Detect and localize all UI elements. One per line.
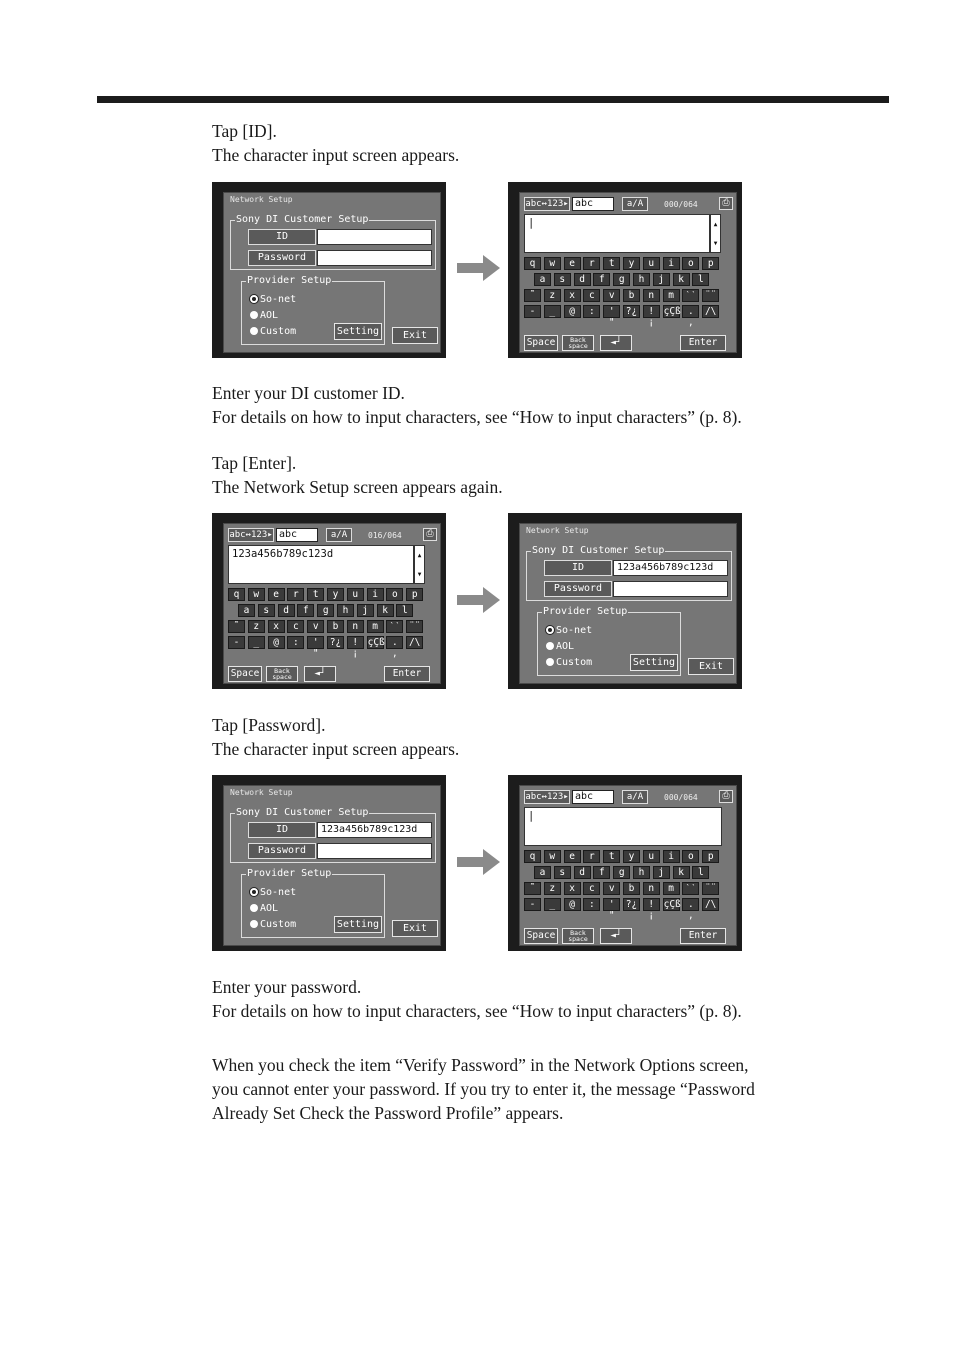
- character-counter: 000/064: [664, 793, 698, 802]
- id-button[interactable]: ID: [248, 822, 316, 838]
- key[interactable]: g: [613, 273, 630, 286]
- key[interactable]: d: [574, 273, 591, 286]
- key[interactable]: . ,: [682, 305, 699, 318]
- step-enter-password: [212, 975, 742, 1023]
- key[interactable]: z: [248, 620, 265, 633]
- key[interactable]: z: [544, 289, 561, 302]
- exit-button[interactable]: Exit: [688, 658, 734, 675]
- note-line: When you check the item “Verify Password” in the Network Options screen,: [212, 1055, 749, 1075]
- key[interactable]: ' ": [307, 636, 324, 649]
- key[interactable]: i: [367, 588, 384, 601]
- keyboard-screen: [519, 192, 737, 353]
- radio-label: So-net: [260, 294, 297, 305]
- right-arrow-icon: [457, 848, 501, 876]
- password-button[interactable]: Password: [248, 250, 316, 266]
- backspace-key[interactable]: Back space: [562, 335, 594, 351]
- radio-aol[interactable]: [546, 641, 574, 653]
- radio-indicator: [250, 311, 258, 319]
- step-line: Enter your password.: [212, 977, 362, 997]
- key[interactable]: @: [564, 898, 581, 911]
- key[interactable]: s: [554, 866, 571, 879]
- scroll-up-icon[interactable]: ▲: [713, 221, 718, 228]
- radio-indicator: [250, 888, 258, 896]
- password-button[interactable]: Password: [544, 581, 612, 597]
- key[interactable]: -: [524, 898, 541, 911]
- group-label: Provider Setup: [247, 868, 332, 879]
- scrollbar[interactable]: [414, 545, 425, 584]
- key[interactable]: :: [583, 898, 600, 911]
- key[interactable]: t: [603, 257, 620, 270]
- space-key[interactable]: Space: [524, 335, 558, 351]
- key[interactable]: n: [347, 620, 364, 633]
- keyboard-row: [228, 620, 438, 635]
- key[interactable]: :: [287, 636, 304, 649]
- key[interactable]: . ,: [386, 636, 403, 649]
- key[interactable]: i: [663, 850, 680, 863]
- screenshot-network-setup-2: [508, 513, 742, 689]
- key[interactable]: z: [544, 882, 561, 895]
- password-field[interactable]: [613, 581, 728, 597]
- radio-label: AOL: [260, 310, 279, 321]
- key[interactable]: w: [544, 850, 561, 863]
- network-setup-screen: [519, 523, 737, 684]
- key[interactable]: j: [653, 866, 670, 879]
- printer-icon[interactable]: ⎙: [719, 197, 733, 210]
- printer-icon[interactable]: ⎙: [423, 528, 437, 541]
- key[interactable]: v: [603, 289, 620, 302]
- step-line: For details on how to input characters, see “How to input characters” (p. 8).: [212, 407, 742, 427]
- step-line: Tap [Password].: [212, 715, 326, 735]
- radio-label: So-net: [260, 887, 297, 898]
- key[interactable]: çÇß: [663, 899, 681, 910]
- radio-label: AOL: [556, 641, 575, 652]
- key[interactable]: p: [702, 850, 719, 863]
- key[interactable]: . ,: [682, 898, 699, 911]
- key[interactable]: r: [583, 850, 600, 863]
- key[interactable]: u: [643, 850, 660, 863]
- key[interactable]: g: [613, 866, 630, 879]
- key[interactable]: d: [574, 866, 591, 879]
- key[interactable]: l: [692, 273, 709, 286]
- key[interactable]: ˜: [524, 289, 541, 302]
- key[interactable]: p: [406, 588, 423, 601]
- step-tap-enter: [212, 451, 503, 499]
- radio-custom[interactable]: [250, 326, 296, 338]
- key[interactable]: s: [258, 604, 275, 617]
- keyboard-row: [228, 636, 438, 659]
- key[interactable]: k: [673, 866, 690, 879]
- key[interactable]: o: [682, 257, 699, 270]
- backspace-key[interactable]: Back space: [562, 928, 594, 944]
- screenshot-network-setup-3: [212, 775, 446, 951]
- key[interactable]: f: [593, 273, 610, 286]
- key[interactable]: /\: [702, 305, 719, 318]
- key[interactable]: /\: [406, 636, 423, 649]
- key[interactable]: u: [347, 588, 364, 601]
- key[interactable]: ! ¡: [643, 305, 660, 318]
- group-label: Provider Setup: [543, 606, 628, 617]
- note-line: Already Set Check the Password Profile” appears.: [212, 1103, 564, 1123]
- key[interactable]: h: [633, 866, 650, 879]
- text-input-area[interactable]: |: [524, 807, 722, 846]
- password-field[interactable]: [317, 250, 432, 266]
- radio-so-net[interactable]: [250, 887, 296, 899]
- key[interactable]: j: [653, 273, 670, 286]
- key[interactable]: @: [564, 305, 581, 318]
- key[interactable]: _: [544, 898, 561, 911]
- keyboard-screen: [519, 785, 737, 946]
- setting-button[interactable]: Setting: [630, 654, 678, 671]
- key[interactable]: x: [564, 289, 581, 302]
- radio-so-net[interactable]: [546, 625, 592, 637]
- key[interactable]: s: [554, 273, 571, 286]
- setting-button[interactable]: Setting: [334, 916, 382, 933]
- step-line: Tap [ID].: [212, 121, 277, 141]
- key[interactable]: a: [534, 866, 551, 879]
- enter-key[interactable]: Enter: [680, 335, 726, 351]
- step-line: The character input screen appears.: [212, 739, 460, 759]
- note-line: you cannot enter your password. If you try to enter it, the message “Password: [212, 1079, 755, 1099]
- key[interactable]: çÇß: [663, 306, 681, 317]
- case-toggle-button[interactable]: a/A: [326, 528, 352, 542]
- key[interactable]: ! ¡: [643, 898, 660, 911]
- character-counter: 016/064: [368, 531, 402, 540]
- group-label: Sony DI Customer Setup: [532, 545, 665, 556]
- group-label: Sony DI Customer Setup: [236, 214, 369, 225]
- step-line: For details on how to input characters, see “How to input characters” (p. 8).: [212, 1001, 742, 1021]
- charset-field[interactable]: abc: [572, 197, 614, 211]
- radio-label: AOL: [260, 903, 279, 914]
- radio-indicator: [250, 327, 258, 335]
- key[interactable]: m: [663, 289, 680, 302]
- key[interactable]: -: [228, 636, 245, 649]
- key[interactable]: x: [564, 882, 581, 895]
- key[interactable]: q: [524, 850, 541, 863]
- key[interactable]: y: [623, 850, 640, 863]
- backspace-key[interactable]: Back space: [266, 666, 298, 682]
- password-button[interactable]: Password: [248, 843, 316, 859]
- key[interactable]: v: [603, 882, 620, 895]
- keyboard-row: [524, 850, 734, 865]
- key[interactable]: ! ¡: [347, 636, 364, 649]
- id-field[interactable]: 123a456b789c123d: [317, 822, 432, 838]
- key[interactable]: c: [583, 289, 600, 302]
- id-button[interactable]: ID: [248, 229, 316, 245]
- key[interactable]: _: [544, 305, 561, 318]
- screenshot-keyboard-3: [508, 775, 742, 951]
- key[interactable]: p: [702, 257, 719, 270]
- radio-aol[interactable]: [250, 903, 278, 915]
- group-label: Provider Setup: [247, 275, 332, 286]
- scroll-up-icon[interactable]: ▲: [417, 552, 422, 559]
- keyboard-row: [524, 898, 734, 921]
- key[interactable]: ?¿: [327, 636, 344, 649]
- key[interactable]: h: [633, 273, 650, 286]
- key[interactable]: ?¿: [623, 305, 640, 318]
- key[interactable]: f: [593, 866, 610, 879]
- return-key[interactable]: ◄┘: [304, 666, 336, 682]
- key[interactable]: a: [238, 604, 255, 617]
- key[interactable]: b: [623, 882, 640, 895]
- radio-indicator: [546, 626, 554, 634]
- character-counter: 000/064: [664, 200, 698, 209]
- charset-field[interactable]: abc: [572, 790, 614, 804]
- keyboard-row: [524, 305, 734, 328]
- keyboard-row: [524, 257, 734, 272]
- key[interactable]: t: [307, 588, 324, 601]
- key[interactable]: ¨¨: [702, 882, 719, 895]
- return-key[interactable]: ◄┘: [600, 928, 632, 944]
- key[interactable]: ' ": [603, 305, 620, 318]
- screen-title: Network Setup: [230, 195, 293, 204]
- printer-icon[interactable]: ⎙: [719, 790, 733, 803]
- key[interactable]: e: [564, 257, 581, 270]
- radio-indicator: [250, 295, 258, 303]
- exit-button[interactable]: Exit: [392, 327, 438, 344]
- screen-title: Network Setup: [526, 526, 589, 535]
- id-field[interactable]: 123a456b789c123d: [613, 560, 728, 576]
- input-mode-toggle[interactable]: abc↔123▸: [525, 792, 569, 802]
- key[interactable]: ' ": [603, 898, 620, 911]
- input-mode-toggle[interactable]: abc↔123▸: [229, 530, 273, 540]
- key[interactable]: o: [682, 850, 699, 863]
- radio-label: So-net: [556, 625, 593, 636]
- key[interactable]: n: [643, 882, 660, 895]
- space-key[interactable]: Space: [524, 928, 558, 944]
- group-label: Sony DI Customer Setup: [236, 807, 369, 818]
- enter-key[interactable]: Enter: [384, 666, 430, 682]
- key[interactable]: h: [337, 604, 354, 617]
- key[interactable]: @: [268, 636, 285, 649]
- keyboard-row: [524, 882, 734, 897]
- return-key[interactable]: ◄┘: [600, 335, 632, 351]
- id-button[interactable]: ID: [544, 560, 612, 576]
- key[interactable]: b: [623, 289, 640, 302]
- right-arrow-icon: [457, 254, 501, 282]
- key[interactable]: m: [367, 620, 384, 633]
- key[interactable]: y: [327, 588, 344, 601]
- key[interactable]: çÇß: [367, 637, 385, 648]
- key[interactable]: ˜: [524, 882, 541, 895]
- key[interactable]: y: [623, 257, 640, 270]
- key[interactable]: ˋˋ: [682, 882, 699, 895]
- key[interactable]: ¨¨: [406, 620, 423, 633]
- key[interactable]: /\: [702, 898, 719, 911]
- exit-button[interactable]: Exit: [392, 920, 438, 937]
- text-input-area[interactable]: 123a456b789c123d: [228, 545, 414, 584]
- input-mode-toggle[interactable]: abc↔123▸: [525, 199, 569, 209]
- key[interactable]: r: [583, 257, 600, 270]
- key[interactable]: d: [278, 604, 295, 617]
- text-input-area[interactable]: |: [524, 214, 710, 253]
- radio-custom[interactable]: [546, 657, 592, 669]
- radio-label: Custom: [260, 919, 297, 930]
- screenshot-network-setup-1: [212, 182, 446, 358]
- key[interactable]: l: [396, 604, 413, 617]
- radio-indicator: [546, 642, 554, 650]
- setting-button[interactable]: Setting: [334, 323, 382, 340]
- screenshot-keyboard-2: [212, 513, 446, 689]
- key[interactable]: l: [692, 866, 709, 879]
- key[interactable]: q: [524, 257, 541, 270]
- step-line: Tap [Enter].: [212, 453, 297, 473]
- radio-aol[interactable]: [250, 310, 278, 322]
- key[interactable]: i: [663, 257, 680, 270]
- charset-field[interactable]: abc: [276, 528, 318, 542]
- step-line: Enter your DI customer ID.: [212, 383, 405, 403]
- key[interactable]: a: [534, 273, 551, 286]
- key[interactable]: _: [248, 636, 265, 649]
- key[interactable]: x: [268, 620, 285, 633]
- key[interactable]: n: [643, 289, 660, 302]
- key[interactable]: :: [583, 305, 600, 318]
- step-tap-password: [212, 713, 459, 761]
- case-toggle-button[interactable]: a/A: [622, 197, 648, 211]
- key[interactable]: w: [544, 257, 561, 270]
- step-line: The character input screen appears.: [212, 145, 460, 165]
- key[interactable]: f: [297, 604, 314, 617]
- key[interactable]: ˋˋ: [386, 620, 403, 633]
- key[interactable]: k: [673, 273, 690, 286]
- radio-indicator: [250, 904, 258, 912]
- right-arrow-icon: [457, 586, 501, 614]
- key[interactable]: ?¿: [623, 898, 640, 911]
- key[interactable]: v: [307, 620, 324, 633]
- key[interactable]: e: [268, 588, 285, 601]
- step-line: The Network Setup screen appears again.: [212, 477, 503, 497]
- key[interactable]: ¨¨: [702, 289, 719, 302]
- enter-key[interactable]: Enter: [680, 928, 726, 944]
- key[interactable]: ˋˋ: [682, 289, 699, 302]
- key[interactable]: j: [357, 604, 374, 617]
- keyboard-row: [228, 588, 438, 603]
- case-toggle-button[interactable]: a/A: [622, 790, 648, 804]
- keyboard-row: [524, 866, 734, 881]
- key[interactable]: r: [287, 588, 304, 601]
- keyboard-row: [228, 604, 438, 619]
- network-setup-screen: [223, 192, 441, 353]
- scrollbar[interactable]: [710, 214, 721, 253]
- screenshot-keyboard-1: [508, 182, 742, 358]
- header-rule: [97, 96, 889, 103]
- keyboard-row: [524, 289, 734, 304]
- key[interactable]: k: [377, 604, 394, 617]
- key[interactable]: c: [583, 882, 600, 895]
- screen-title: Network Setup: [230, 788, 293, 797]
- key[interactable]: o: [386, 588, 403, 601]
- key[interactable]: e: [564, 850, 581, 863]
- step-tap-id: [212, 119, 459, 167]
- radio-label: Custom: [260, 326, 297, 337]
- id-field[interactable]: [317, 229, 432, 245]
- network-setup-screen: [223, 785, 441, 946]
- note-verify-password: [212, 1053, 755, 1125]
- radio-custom[interactable]: [250, 919, 296, 931]
- radio-label: Custom: [556, 657, 593, 668]
- key[interactable]: t: [603, 850, 620, 863]
- key[interactable]: u: [643, 257, 660, 270]
- space-key[interactable]: Space: [228, 666, 262, 682]
- step-enter-id: [212, 381, 742, 429]
- key[interactable]: w: [248, 588, 265, 601]
- scroll-down-icon[interactable]: ▼: [417, 571, 422, 578]
- keyboard-screen: [223, 523, 441, 684]
- radio-indicator: [250, 920, 258, 928]
- radio-indicator: [546, 658, 554, 666]
- scroll-down-icon[interactable]: ▼: [713, 240, 718, 247]
- key[interactable]: ˜: [228, 620, 245, 633]
- key[interactable]: c: [287, 620, 304, 633]
- key[interactable]: b: [327, 620, 344, 633]
- radio-so-net[interactable]: [250, 294, 296, 306]
- key[interactable]: m: [663, 882, 680, 895]
- key[interactable]: -: [524, 305, 541, 318]
- password-field[interactable]: [317, 843, 432, 859]
- key[interactable]: g: [317, 604, 334, 617]
- keyboard-row: [524, 273, 734, 288]
- key[interactable]: q: [228, 588, 245, 601]
